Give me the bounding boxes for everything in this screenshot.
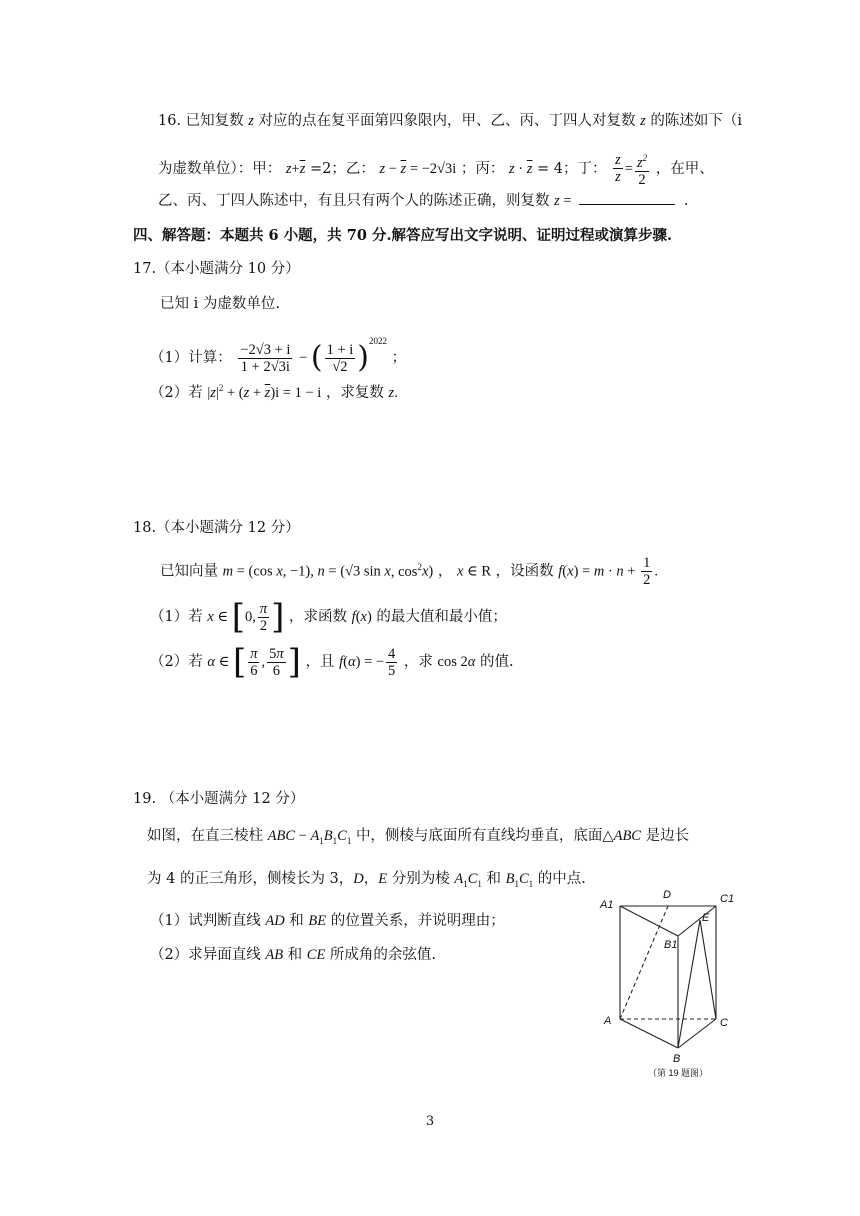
math-z: z	[640, 113, 646, 129]
math-frac-pi6: $\frac{\pi}{6}$	[250, 645, 258, 679]
q17-p1-end: ；	[391, 350, 407, 366]
q16-text-j: .	[683, 193, 689, 209]
section-heading: 四、解答题：本题共 6 小题，共 70 分.解答应写出文字说明、证明过程或演算步骤.	[133, 227, 673, 244]
math-frac-17b: $\frac{1 + i}{√2}$	[326, 341, 354, 375]
math-frac-half: $\frac{1}{2}$	[643, 555, 651, 588]
q16-text-h: ，在甲、	[655, 160, 714, 177]
math-frac-45: $\frac{4}{5}$	[388, 645, 396, 679]
q18-p1-label: （1）若	[150, 609, 203, 625]
q18-p2-end: ，求	[403, 654, 433, 670]
q19-p1-a: （1）试判断直线	[150, 913, 261, 929]
q17-part2: （2）若 $|z|^2 + (z + \overline{z})i = 1 - i$ ，求复数 z.	[150, 383, 398, 401]
math-z: z	[248, 113, 254, 129]
math-frac-pi2: $\frac{\pi}{2}$	[259, 600, 268, 634]
q18-intro-a: 已知向量	[160, 563, 218, 580]
q19-part2: （2）求异面直线 AB 和 CE 所成角的余弦值.	[150, 947, 437, 963]
q18-p2-label: （2）若	[150, 654, 203, 670]
q19-line2-b: 分别为棱	[391, 871, 450, 887]
q19-intro-a: 如图，在直三棱柱	[147, 828, 263, 844]
q16-text-a: 16. 已知复数	[158, 113, 244, 129]
figure-labels	[599, 889, 734, 1065]
q18-p1-end: ，求函数	[289, 609, 348, 625]
edge-b1c1	[678, 906, 716, 936]
math-frac-ding2: $\frac{z^2}{2}$	[635, 150, 649, 188]
q19-p1-b: 和	[289, 913, 304, 929]
q19-intro-c: 是边长	[645, 828, 690, 844]
q19-line2-a: 为 4 的正三角形，侧棱长为 3，	[147, 871, 354, 887]
math-jia: z	[285, 160, 292, 177]
q18-p1-end2: 的最大值和最小值；	[376, 609, 507, 625]
q16-line2: 为虚数单位）：甲： $z+\overline{z} =2$；乙： $z - \overline{z} = -2√3i$ ；丙： $z \cdot \overline{z} = 4$；丁： $\frac{z}{z}$ = $\frac{z^2}{2}$ ，在甲、	[158, 150, 714, 188]
q18-head: 18.（本小题满分 12 分）	[133, 520, 300, 536]
q17-part1: （1）计算： $\frac{-2√3 + i}{1 + 2√3i}$ − ( $\frac{1 + i}{√2}$ )$^{2022}$ ；	[150, 336, 407, 375]
q17-head: 17.（本小题满分 10 分）	[133, 261, 300, 277]
line-be	[678, 920, 700, 1048]
label-c: C	[720, 1017, 728, 1029]
q16-text-f: ；丙：	[460, 160, 505, 177]
q16-line3: 乙、丙、丁四人陈述中，有且只有两个人的陈述正确，则复数 z = .	[158, 190, 688, 212]
q18-part1: （1）若 x ∈ [0, $\frac{\pi}{2}$ ] ，求函数 f(x) 的最大值和最小值；	[150, 597, 507, 637]
q19-line2-c: 和	[486, 871, 501, 887]
q16-text-g: = 4；丁：	[537, 160, 607, 177]
q16-text-i: 乙、丙、丁四人陈述中，有且只有两个人的陈述正确，则复数	[158, 193, 550, 209]
answer-blank[interactable]	[579, 190, 675, 205]
q19-line2-d: 的中点.	[537, 871, 586, 887]
label-c1: C1	[720, 893, 735, 905]
line-ce	[700, 920, 716, 1019]
edge-ab	[620, 1019, 678, 1048]
q19-line2: 为 4 的正三角形，侧棱长为 3，D，E 分别为棱 $A_1C_1$ 和 $B_1C_1$ 的中点.	[147, 871, 586, 889]
q19-head: 19. （本小题满分 12 分）	[133, 791, 305, 807]
q16-line1	[158, 110, 742, 132]
q18-part2: （2）若 α ∈ [ $\frac{\pi}{6}$ , $\frac{5\pi}{6}$ ] ，且 f(α) = − $\frac{4}{5}$ ，求 cos 2α 的值.	[150, 642, 514, 682]
q19-part1: （1）试判断直线 AD 和 BE 的位置关系，并说明理由；	[150, 913, 505, 929]
q16-text-e: =2；乙：	[309, 160, 375, 177]
label-b1: B1	[664, 939, 678, 951]
q19-p2-c: 所成角的余弦值.	[329, 947, 437, 963]
edge-bc	[678, 1019, 716, 1048]
q17-p1-label: （1）计算：	[150, 350, 232, 366]
figure-caption: （第 19 题图）	[648, 1068, 709, 1078]
q19-p2-a: （2）求异面直线	[150, 947, 261, 963]
q19-p1-c: 的位置关系，并说明理由；	[330, 913, 505, 929]
q16-text-c: 的陈述如下（i	[650, 113, 743, 129]
label-d: D	[663, 889, 671, 901]
math-frac-5pi6: $\frac{5\pi}{6}$	[269, 645, 284, 679]
q18-intro-b: ，	[437, 563, 453, 580]
label-e: E	[702, 912, 710, 924]
q17-p2-end: ，求复数	[325, 384, 384, 401]
q18-intro-c: ，设函数	[495, 563, 554, 580]
line-ad-hidden	[620, 906, 668, 1019]
page-number: 3	[425, 1114, 435, 1129]
q18-intro: 已知向量 m = (cos x, −1), n = (√3 sin x, $\cos^2x$) ， x ∈ R ，设函数 f(x) = m · n + $\frac{1}{2}$ .	[160, 555, 658, 588]
q19-p2-b: 和	[287, 947, 303, 963]
q18-p2-mid: ，且	[305, 654, 335, 670]
q19-intro-b: 中，侧棱与底面所有直线均垂直，底面△	[355, 828, 614, 844]
q18-p2-end2: 的值.	[479, 654, 514, 670]
q16-text-d: 为虚数单位）：甲：	[158, 160, 282, 177]
q17-p2-label: （2）若	[150, 384, 203, 401]
q16-text-b: 对应的点在复平面第四象限内，甲、乙、丙、丁四人对复数	[258, 113, 636, 129]
label-b: B	[673, 1053, 681, 1065]
edge-a1b1	[620, 906, 678, 936]
math-frac-17a: $\frac{-2√3 + i}{1 + 2√3i}$	[240, 341, 291, 375]
q19-intro: 如图，在直三棱柱 ABC − $A_1B_1C_1$ 中，侧棱与底面所有直线均垂直，底面△ABC 是边长	[147, 828, 690, 846]
q17-intro: 已知 i 为虚数单位.	[160, 296, 280, 312]
label-a1: A1	[600, 899, 614, 911]
prism-figure	[596, 888, 746, 1083]
label-a: A	[604, 1015, 612, 1027]
math-frac-ding: $\frac{z}{z}$	[615, 152, 621, 186]
